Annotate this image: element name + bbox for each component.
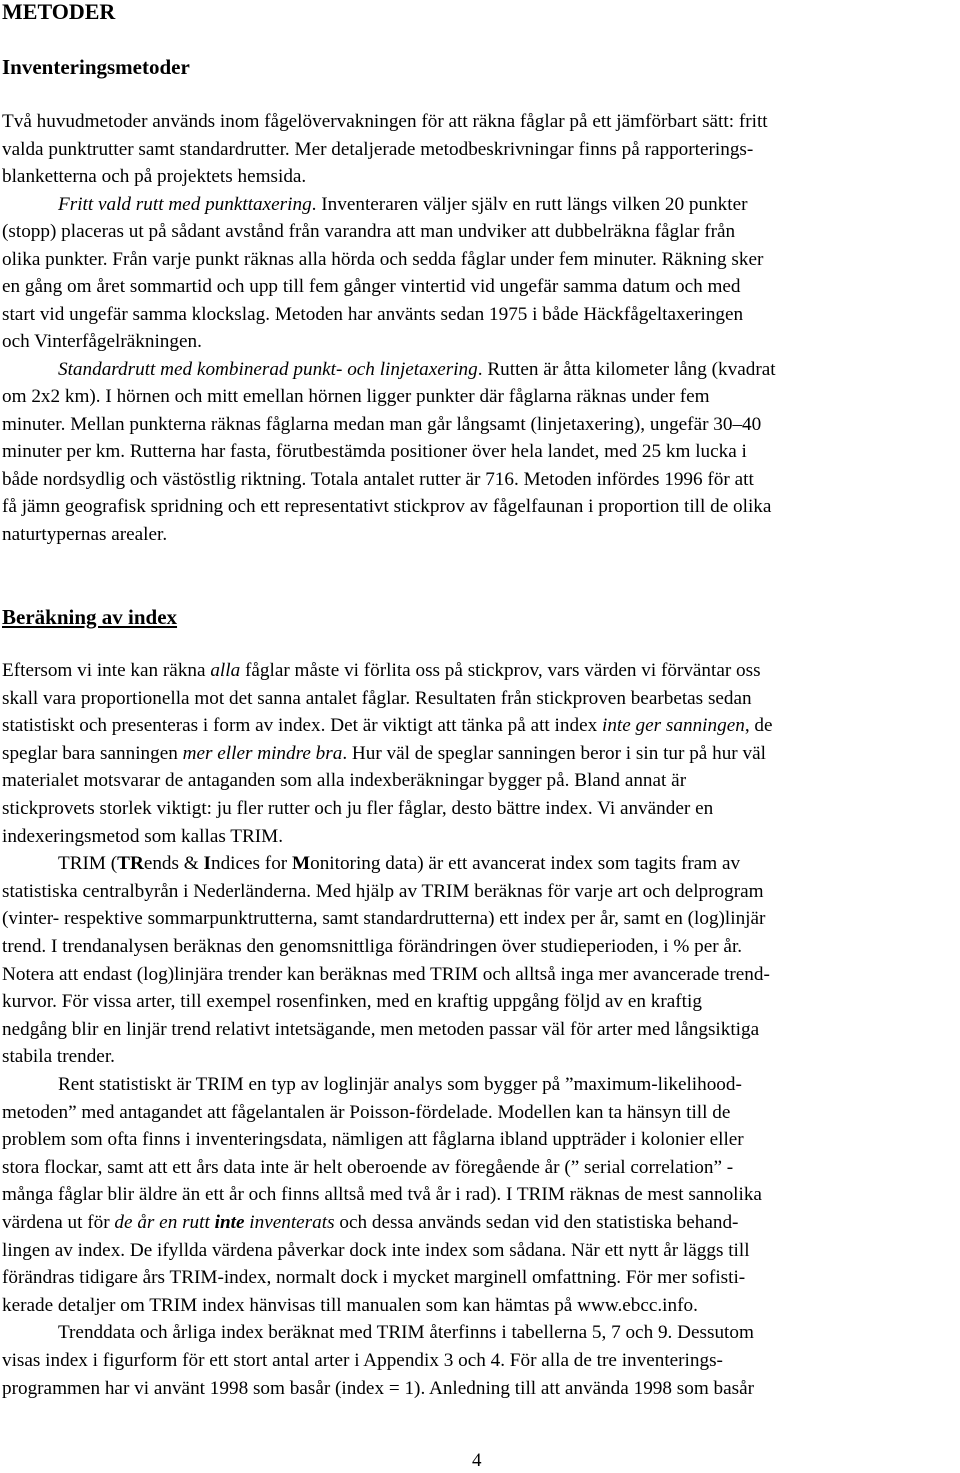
- chapter-heading: METODER: [2, 0, 116, 24]
- text-line: [2, 1211, 738, 1235]
- text-line: [2, 275, 741, 299]
- text-line: [58, 193, 748, 217]
- text-line: [2, 303, 743, 327]
- text-line: [2, 659, 761, 683]
- text-line: [2, 1377, 754, 1401]
- text-line: [2, 963, 770, 987]
- bold-text: I: [203, 853, 211, 875]
- text-line: [2, 440, 747, 464]
- text-line: [2, 1128, 744, 1152]
- text-line: [2, 1156, 733, 1180]
- text-run: valda punktrutter samt standardrutter. Mer detaljerade metodbeskrivningar finns på rapporterings-: [2, 138, 754, 160]
- text-line: [2, 880, 764, 904]
- text-run: . Hur väl de speglar sanningen beror i sin tur på hur väl: [342, 742, 766, 764]
- text-run: onitoring data) är ett avancerat index som tagits fram av: [310, 853, 741, 875]
- text-run: om 2x2 km). I hörnen och mitt emellan hörnen ligger punkter där fåglarna räknas under fem: [2, 386, 710, 407]
- text-line: [58, 1073, 742, 1097]
- text-line: [2, 769, 686, 793]
- text-run: TRIM (: [58, 853, 118, 875]
- italic-text: inte: [214, 1212, 245, 1233]
- text-line: [2, 1349, 723, 1373]
- text-run: minuter. Mellan punkterna räknas fåglarna medan man går långsamt (linjetaxering), ungefär 30–40: [2, 413, 762, 435]
- text-run: stabila trender.: [2, 1046, 115, 1068]
- text-run: minuter per km. Rutterna har fasta, förutbestämda positioner över hela landet, med 25 km lucka i: [2, 441, 747, 462]
- text-run: speglar bara sanningen: [2, 742, 183, 764]
- text-line: [2, 110, 768, 134]
- text-line: [2, 248, 763, 272]
- text-run: (stopp) placeras ut på sådant avstånd från varandra att man undviker att dubbelräkna fåglar från: [2, 221, 736, 242]
- text-run: programmen har vi använt 1998 som basår (index = 1). Anledning till att använda 1998 som basår: [2, 1377, 755, 1399]
- text-run: ends &: [143, 853, 204, 875]
- text-run: stora flockar, samt att ett års data inte är helt oberoende av föregående år (” serial correlation” -: [2, 1156, 734, 1178]
- text-line: [2, 742, 766, 766]
- text-run: start vid ungefär samma klockslag. Metoden har använts sedan 1975 i både Häckfågeltaxeringen: [2, 303, 744, 325]
- text-run: Notera att endast (log)linjära trender kan beräknas med TRIM och alltså inga mer avancerade trend-: [2, 963, 770, 985]
- text-run: Eftersom vi inte kan räkna: [2, 660, 211, 681]
- section-heading-inventeringsmetoder: Inventeringsmetoder: [2, 55, 190, 79]
- text-line: [2, 385, 710, 409]
- text-run: visas index i figurform för ett stort antal arter i Appendix 3 och 4. För alla de tre inventerings-: [2, 1350, 723, 1371]
- italic-text: inventerats: [244, 1212, 335, 1233]
- text-line: [2, 330, 202, 354]
- text-run: skall vara proportionella mot det sanna antalet fåglar. Resultaten från stickproven bearbetas sedan: [2, 687, 752, 709]
- text-line: [2, 468, 754, 492]
- italic-text: de år en rutt: [114, 1212, 215, 1233]
- text-line: [2, 165, 306, 189]
- text-run: kurvor. För vissa arter, till exempel rosenfinken, med en kraftig uppgång följd av en kraftig: [2, 991, 702, 1013]
- text-run: få jämn geografisk spridning och ett representativt stickprov av fågelfaunan i proportion till de olika: [2, 496, 772, 517]
- text-line: [2, 220, 735, 244]
- text-line: [2, 990, 702, 1014]
- text-line: [58, 358, 776, 382]
- text-run: och Vinterfågelräkningen.: [2, 331, 202, 352]
- text-run: blanketterna och på projektets hemsida.: [2, 166, 307, 187]
- text-run: förändras tidigare års TRIM-index, normalt dock i mycket marginell omfattning. För mer sofisti-: [2, 1267, 746, 1289]
- text-line: [2, 714, 773, 738]
- text-run: värdena ut för: [2, 1212, 115, 1233]
- text-line: [2, 1101, 730, 1125]
- text-run: olika punkter. Från varje punkt räknas alla hörda och sedda fåglar under fem minuter. Räkning sker: [2, 248, 764, 270]
- text-line: [2, 907, 765, 931]
- text-line: [2, 687, 752, 711]
- text-run: (vinter- respektive sommarpunktrutterna, samt standardrutterna) ett index per år, samt en (log)linjär: [2, 908, 766, 930]
- text-run: lingen av index. De ifyllda värdena påverkar dock inte index som sådana. När ett nytt år läggs till: [2, 1239, 750, 1261]
- text-run: nedgång blir en linjär trend relativt intetsägande, men metoden passar väl för arter med långsiktiga: [2, 1018, 760, 1040]
- bold-text: TR: [117, 853, 144, 875]
- italic-text: Fritt vald rutt med punkttaxering: [58, 193, 312, 215]
- italic-text: Standardrutt med kombinerad punkt- och linjetaxering: [58, 358, 478, 380]
- text-run: metoden” med antagandet att fågelantalen är Poisson-fördelade. Modellen kan ta hänsyn till de: [2, 1101, 731, 1123]
- text-run: . Inventeraren väljer själv en rutt längs vilken 20 punkter: [311, 193, 748, 215]
- text-run: stickprovets storlek viktigt: ju fler rutter och ju fler fåglar, desto bättre index. Vi använder en: [2, 798, 714, 819]
- text-run: Två huvudmetoder används inom fågelövervakningen för att räkna fåglar på ett jämförbart sätt: fritt: [2, 111, 768, 132]
- text-line: [2, 935, 742, 959]
- text-run: statistiska centralbyrån i Nederländerna. Med hjälp av TRIM beräknas för varje art och delprogram: [2, 880, 764, 902]
- text-run: många fåglar blir äldre än ett år och finns alltså med två år i rad). I TRIM räknas de mest sannolika: [2, 1184, 762, 1206]
- text-line: [2, 797, 713, 821]
- page-number: 4: [472, 1450, 482, 1471]
- text-line: [2, 1018, 759, 1042]
- text-run: och dessa används sedan vid den statistiska behand-: [334, 1212, 739, 1233]
- text-run: både nordsydlig och västöstlig riktning. Totala antalet rutter är 716. Metoden infördes 1996 för att: [2, 468, 754, 490]
- text-run: , de: [744, 715, 773, 737]
- text-run: indexeringsmetod som kallas TRIM.: [2, 825, 284, 847]
- bold-text: M: [291, 853, 311, 875]
- text-run: Rent statistiskt är TRIM en typ av loglinjär analys som bygger på ”maximum-likelihood-: [58, 1074, 742, 1095]
- text-line: [2, 825, 283, 849]
- text-line: [58, 852, 740, 876]
- text-line: [58, 1321, 754, 1345]
- text-run: problem som ofta finns i inventeringsdata, nämligen att fåglarna ibland uppträder i kolonier eller: [2, 1129, 744, 1151]
- italic-text: mer eller mindre bra: [182, 742, 343, 764]
- text-line: [2, 495, 771, 519]
- text-run: Trenddata och årliga index beräknat med TRIM återfinns i tabellerna 5, 7 och 9. Dessutom: [58, 1322, 754, 1344]
- italic-text: inte ger sanningen: [601, 715, 745, 737]
- text-run: naturtypernas arealer.: [2, 523, 168, 545]
- text-line: [2, 1239, 750, 1263]
- text-run: fåglar måste vi förlita oss på stickprov, vars värden vi förväntar oss: [240, 660, 761, 681]
- text-run: en gång om året sommartid och upp till fem gånger vintertid vid ungefär samma datum och med: [2, 276, 741, 297]
- text-line: [2, 1294, 698, 1318]
- text-run: ndices for: [210, 853, 292, 875]
- text-line: [2, 413, 761, 437]
- italic-text: alla: [210, 660, 241, 681]
- text-run: trend. I trendanalysen beräknas den genomsnittliga förändringen över studieperioden, i % per år.: [2, 936, 743, 957]
- text-run: materialet motsvarar de antaganden som alla indexberäkningar bygger på. Bland annat är: [2, 770, 687, 792]
- section-heading-berakning-av-index: Beräkning av index: [2, 605, 178, 629]
- text-line: [2, 138, 753, 162]
- text-line: [2, 1045, 115, 1069]
- text-line: [2, 1266, 745, 1290]
- text-line: [2, 523, 167, 547]
- text-run: kerade detaljer om TRIM index hänvisas till manualen som kan hämtas på www.ebcc.info.: [2, 1294, 698, 1316]
- text-run: statistiskt och presenteras i form av index. Det är viktigt att tänka på att index: [2, 715, 602, 737]
- text-run: . Rutten är åtta kilometer lång (kvadrat: [477, 358, 776, 380]
- text-line: [2, 1183, 762, 1207]
